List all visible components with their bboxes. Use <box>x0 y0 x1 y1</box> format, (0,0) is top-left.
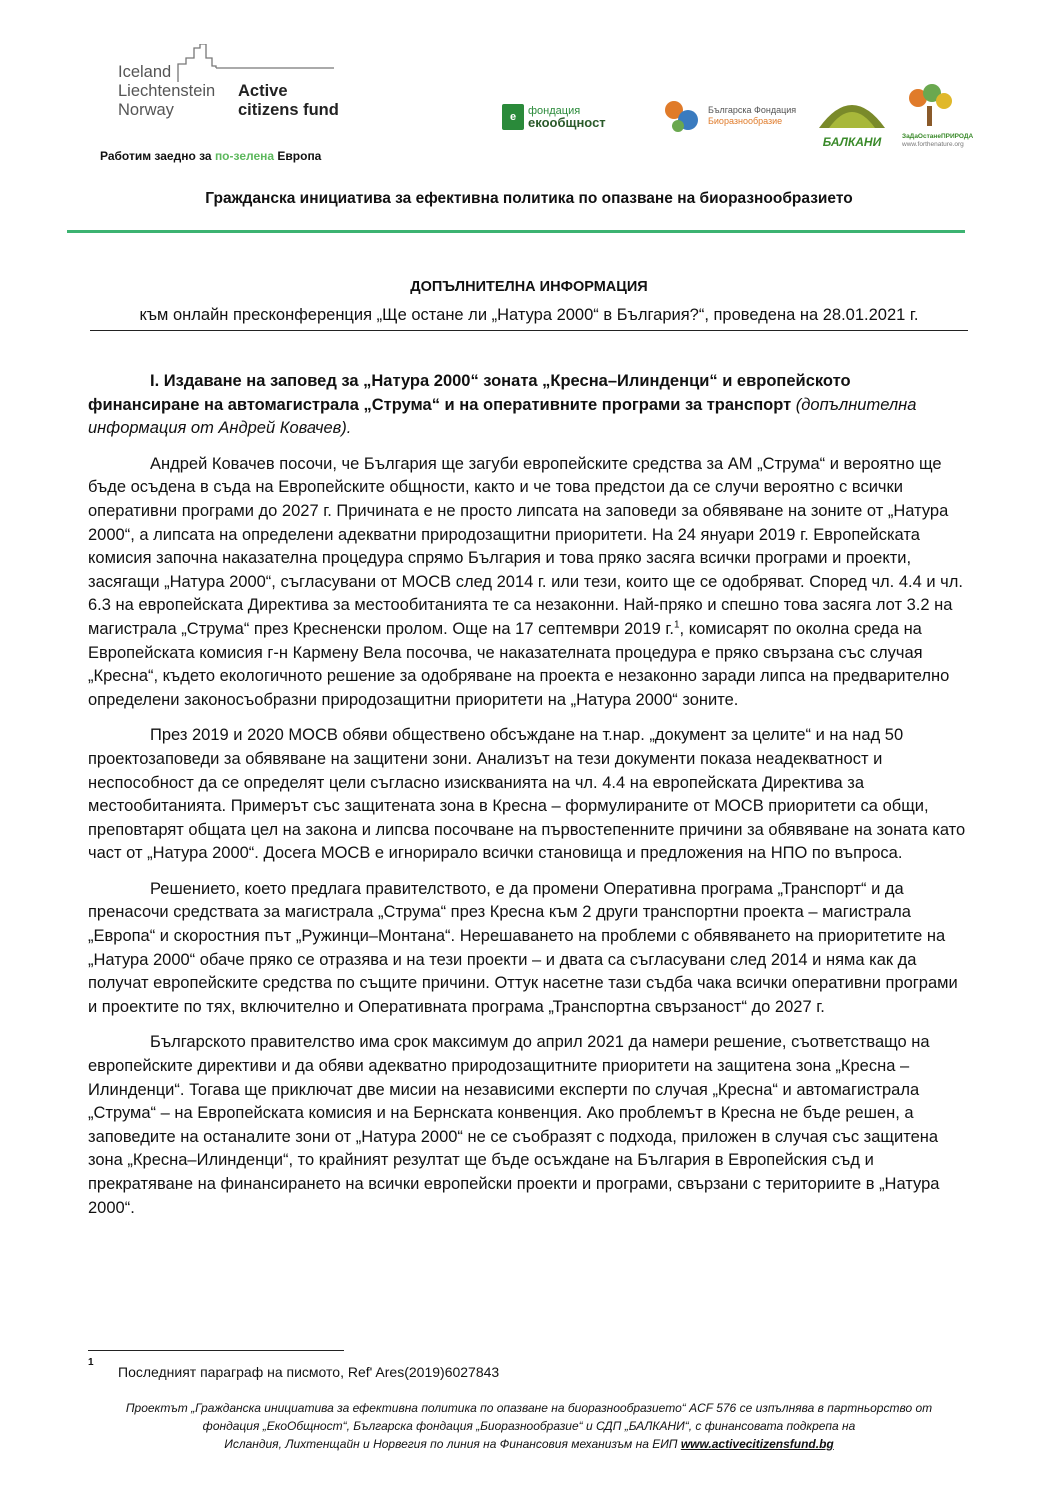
forthenature-line1: ЗаДаОстанеПРИРОДА <box>902 133 974 140</box>
acf-name <box>238 82 339 120</box>
acf-country-liechtenstein: Liechtenstein <box>118 82 216 100</box>
footnote-number: 1 <box>88 1357 94 1368</box>
paragraph-1-part-b: , комисарят по околна среда на Европейската комисия г-н Кармену Вела посочва, че наказателната процедура е пряко свързана със случая „Кресна“, където екологичното решение за одобряване на проекта е незаконно заради липса на предварително определени законосъобразни природозащитни приоритети на „Натура 2000“ зоните. <box>88 619 950 709</box>
tagline-suffix: Европа <box>274 149 322 163</box>
footnote-divider <box>88 1350 344 1351</box>
acf-countries <box>118 63 215 120</box>
document-heading: ДОПЪЛНИТЕЛНА ИНФОРМАЦИЯ <box>410 279 648 295</box>
acf-name-line1: Active <box>238 82 288 100</box>
paragraph-4: Българското правителство има срок максимум до април 2021 да намери решение, съответстващо на европейските директиви и да обяви адекватно природозащитните приоритети на защитена зона „Кресна – Илинденци“. Тогава ще приключат две мисии на независими експерти по случая „Кресна“ и автомагистрала „Струма“ – на Европейската комисия и на Бернската конвенция. Ако проблемът в Кресна не бъде решен, а заповедите на останалите зони от „Натура 2000“ не се съобразят с подхода, приложен в случая със защитена зона „Кресна–Илинденци“, то крайният резултат ще бъде осъждане на България в Европейския съд и прекратяване на финансирането на всички европейски проекти и програми, свързани с териториите в „Натура 2000“. <box>88 1033 940 1217</box>
footer-line-3 <box>80 1435 978 1453</box>
biodiversity-line2: Биоразнообразие <box>708 116 783 126</box>
paragraph-1-part-a: Андрей Ковачев посочи, че България ще загуби европейските средства за АМ „Струма“ и вероятно ще бъде осъдена в съда на Европейските общности, както и че това предстои да се случи вероятно с всички оперативни програми до 2027 г. Причината е не просто липсата на заповеди за обявяване на зоните от „Натура 2000“, а липсата на определени адекватни природозащитни приоритети. На 24 януари 2019 г. Европейската комисия започна наказателна процедура спрямо България и това пряко засяга всички програми и проекти, засягащи „Натура 2000“, съгласувани от МОСВ след 2014 г. или тези, които ще се одобряват. Според чл. 4.4 и чл. 6.3 на европейската Директива за местообитанията те са незаконни. Най-пряко и спешно това засяга лот 3.2 на магистрала „Струма“ през Кресненски пролом. Още на 17 септември 2019 г. <box>88 454 963 638</box>
footer-link[interactable]: www.activecitizensfund.bg <box>680 1437 834 1451</box>
biodiversity-logo <box>662 98 796 134</box>
section-note: (допълнителна информация от Андрей Ковачев). <box>88 395 917 438</box>
section-title <box>88 370 966 441</box>
document-subheading: към онлайн пресконференция „Ще остане ли „Натура 2000“ в България?“, проведена на 28.01.2021 г. <box>139 306 919 324</box>
forthenature-text <box>902 133 1012 149</box>
ecoobshtnost-icon: e <box>502 104 524 130</box>
footer-line-2: фондация „ЕкоОбщност“, Българска фондация „Биоразнообразие“ и СДП „БАЛКАНИ“, с финансовата подкрепа на <box>202 1419 856 1433</box>
acf-country-norway: Norway <box>118 101 174 119</box>
balkani-mountain-icon <box>817 90 887 130</box>
initiative-title: Гражданска инициатива за ефективна политика по опазване на биоразнообразието <box>205 190 853 207</box>
tagline <box>100 149 321 163</box>
biodiversity-icon <box>662 98 702 134</box>
biodiversity-line1: Българска Фондация <box>708 105 797 115</box>
tree-icon <box>902 84 958 128</box>
header-divider <box>67 230 965 233</box>
forthenature-url: www.forthenature.org <box>902 141 964 148</box>
ecoobshtnost-line1: фондация <box>528 105 581 117</box>
subheading-underline <box>90 330 968 331</box>
footer-line-3-text: Исландия, Лихтенщайн и Норвегия по линия на Финансовия механизъм на ЕИП <box>224 1437 681 1451</box>
ecoobshtnost-logo <box>502 104 606 130</box>
document-body <box>88 370 966 1220</box>
tagline-prefix: Работим заедно за <box>100 149 215 163</box>
paragraph-2: През 2019 и 2020 МОСВ обяви обществено обсъждане на т.нар. „документ за целите“ и на над 50 проектозаповеди за обявяване на защитени зони. Анализът на тези документи показа неадекватност и неспособност да се определят цели съгласно изискванията на чл. 4.4 на европейската Директива за местообитанията. Примерът със защитената зона в Кресна – формулираните от МОСВ приоритети са общи, преповтарят общата цел на закона и липсва посочване на първостепенните причини за обявяване на зоната като част от „Натура 2000“. Досега МОСВ е игнорирало всички становища и предложения на НПО по въпроса. <box>88 726 966 863</box>
footer-line-1: Проектът „Гражданска инициатива за ефективна политика по опазване на биоразнообразието“ ACF 576 се изпълнява в партньорство от <box>125 1401 933 1415</box>
acf-country-iceland: Iceland <box>118 63 172 81</box>
paragraph-1 <box>88 453 966 713</box>
acf-name-line2: citizens fund <box>238 101 339 119</box>
footnote-reference: 1 <box>673 619 680 631</box>
balkani-name: БАЛКАНИ <box>822 135 882 149</box>
ecoobshtnost-line2: екообщност <box>528 115 606 130</box>
tagline-green: по-зелена <box>214 149 275 163</box>
paragraph-3: Решението, което предлага правителството, е да промени Оперативна програма „Транспорт“ и да пренасочи средствата за магистрала „Струма“ през Кресна към 2 други транспортни проекта – магистрала „Европа“ и скоростния път „Ружинци–Монтана“. Нерешаването на проблеми с обявяването на приоритетите на „Натура 2000“ обаче пряко се отразява и на тези проекти – и двата са съгласувани след 2014 и няма как да получат европейските средства по същите причини. Оттук насетне тази съдба чака всички оперативни програми и проектите по тях, включително и Оперативната програма „Транспортна свързаност“ до 2027 г. <box>88 879 958 1016</box>
forthenature-logo <box>902 84 1012 146</box>
balkani-logo <box>817 90 887 148</box>
footnote-text: Последният параграф на писмото, Ref' Ares(2019)6027843 <box>118 1364 500 1380</box>
section-title-text: I. Издаване на заповед за „Натура 2000“ зоната „Кресна–Илинденци“ и европейското финансиране на автомагистрала „Струма“ и на оперативните програми за транспорт <box>88 372 851 414</box>
page-footer <box>80 1399 978 1453</box>
